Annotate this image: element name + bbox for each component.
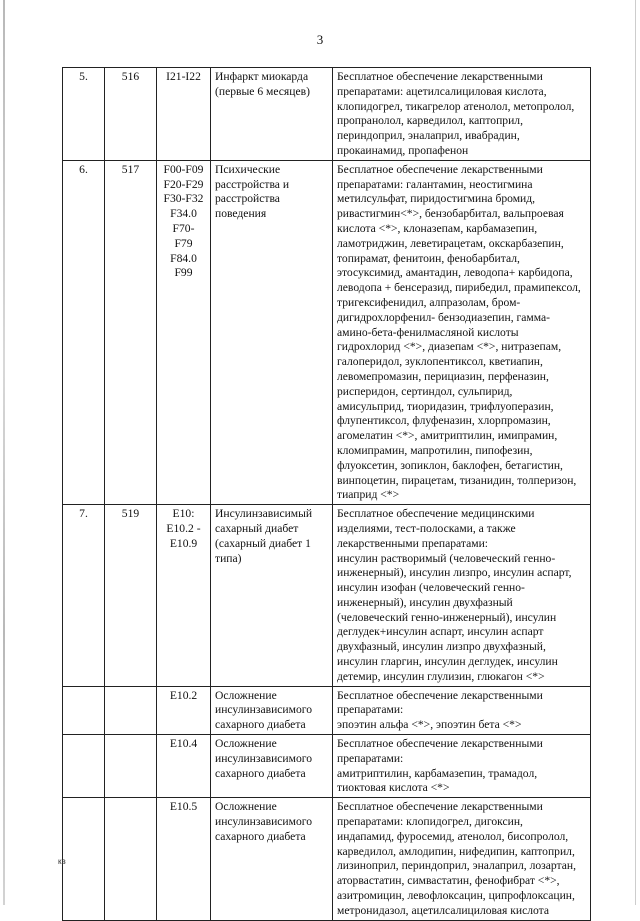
icd-codes: I21-I22 [157,68,211,161]
disease-name: Осложнение инсулинзависимого сахарного диабета [211,686,333,734]
provision-text: Бесплатное обеспечение лекарственными препаратами: амитриптилин, карбамазепин, трамадол, тиоктовая кислота <*> [333,735,591,798]
icd-codes: E10: E10.2 - E10.9 [157,505,211,687]
row-number: 7. [63,505,105,687]
disease-name: Инфаркт миокарда (первые 6 месяцев) [211,68,333,161]
icd-codes: F00-F09 F20-F29 F30-F32 F34.0 F70- F79 F84.0 F99 [157,160,211,504]
table-row [63,68,591,161]
row-code [105,735,157,798]
icd-codes: E10.5 [157,798,211,920]
scan-edge-left [3,0,5,905]
provision-text: Бесплатное обеспечение лекарственными препаратами: эпоэтин альфа <*>, эпоэтин бета <*> [333,686,591,734]
row-number: 5. [63,68,105,161]
row-code [105,686,157,734]
disease-name: Осложнение инсулинзависимого сахарного диабета [211,735,333,798]
table-row [63,160,591,504]
icd-codes: E10.2 [157,686,211,734]
row-number [63,798,105,920]
disease-name: Психические расстройства и расстройства поведения [211,160,333,504]
page-number: 3 [316,32,324,47]
row-number: 6. [63,160,105,504]
table-row [63,798,591,920]
icd-codes: E10.4 [157,735,211,798]
provision-text: Бесплатное обеспечение лекарственными препаратами: ацетилсалициловая кислота, клопидогрел, тикагрелор атенолол, метопролол, пропранолол, карведилол, каптоприл, периндоприл, эналаприл, ивабрадин, прокаинамид, пропафенон [333,68,591,161]
disease-name: Инсулинзависимый сахарный диабет (сахарный диабет 1 типа) [211,505,333,687]
row-code: 519 [105,505,157,687]
medication-provision-table [62,67,591,921]
table-row [63,686,591,734]
provision-text: Бесплатное обеспечение медицинскими изделиями, тест-полосками, а также лекарственными препаратами: инсулин растворимый (человеческий генно- инженерный), инсулин лизпро, инсулин аспарт, инсулин изофан (человеческий генно- инженерный), инсулин двухфазный (человеческий генно-инженерный), инсулин деглудек+инсулин аспарт, инсулин аспарт двухфазный, инсулин лизпро двухфазный, инсулин гларгин, инсулин деглудек, инсулин детемир, инсулин глулизин, глюкагон <*> [333,505,591,687]
row-code [105,798,157,920]
disease-name: Осложнение инсулинзависимого сахарного диабета [211,798,333,920]
scan-edge-right [635,0,636,905]
provision-text: Бесплатное обеспечение лекарственными препаратами: клопидогрел, дигоксин, индапамид, фуросемид, атенолол, бисопролол, карведилол, амлодипин, нифедипин, каптоприл, лизиноприл, периндоприл, эналаприл, лозартан, аторвастатин, симвастатин, фенофибрат <*>, азитромицин, левофлоксацин, ципрофлоксацин, метронидазол, ацетилсалициловая кислота [333,798,591,920]
table-row [63,505,591,687]
row-number [63,735,105,798]
footer-initials: кв [58,857,66,866]
row-number [63,686,105,734]
row-code: 517 [105,160,157,504]
row-code: 516 [105,68,157,161]
provision-text: Бесплатное обеспечение лекарственными препаратами: галантамин, неостигмина метилсульфат, пиридостигмина бромид, ривастигмин<*>, бензобарбитал, вальпроевая кислота <*>, клоназепам, карбамазепин, ламотриджин, леветирацетам, окскарбазепин, топирамат, фенитоин, фенобарбитал, этосуксимид, амантадин, леводопа+ карбидопа, леводопа + бенсеразид, пирибедил, прамипексол, тригексифенидил, алпразолам, бром- дигидрохлорфенил- бензодиазепин, гамма- амино-бета-фенилмасляной кислоты гидрохлорид <*>, диазепам <*>, нитразепам, галоперидол, зуклопентиксол, кветиапин, левомепромазин, перициазин, перфеназин, рисперидон, сертиндол, сульпирид, амисульприд, тиоридазин, трифлуоперазин, флупентиксол, флуфеназин, хлорпромазин, агомелатин <*>, амитриптилин, имипрамин, кломипрамин, мапротилин, пипофезин, флуоксетин, зопиклон, баклофен, бетагистин, винпоцетин, пирацетам, тизанидин, толперизон, тиаприд <*> [333,160,591,504]
table-row [63,735,591,798]
